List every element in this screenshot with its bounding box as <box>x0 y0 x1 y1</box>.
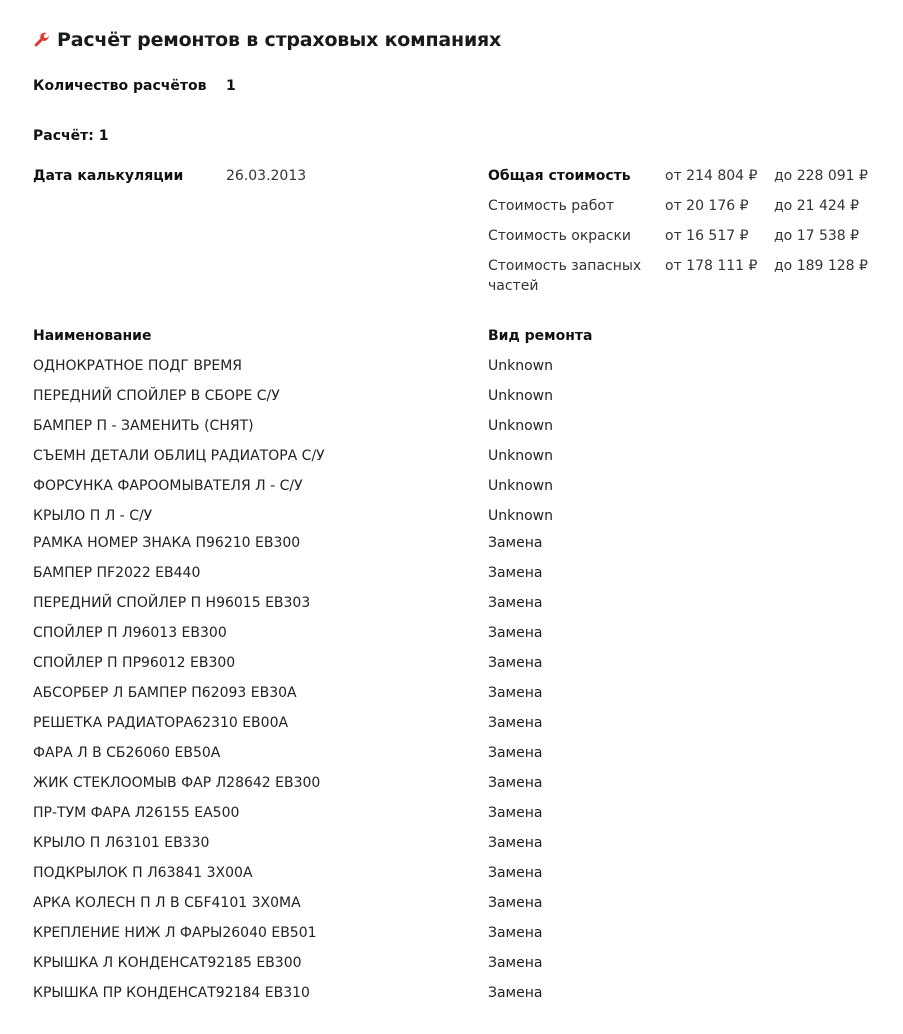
repair-name: БАМПЕР П - ЗАМЕНИТЬ (СНЯТ) <box>33 418 254 434</box>
page-title-text: Расчёт ремонтов в страховых компаниях <box>57 29 502 51</box>
column-header-name: Наименование <box>33 328 152 344</box>
repair-name: ФОРСУНКА ФАРООМЫВАТЕЛЯ Л - С/У <box>33 478 303 494</box>
wrench-icon <box>33 31 51 49</box>
repair-type: Unknown <box>488 388 553 404</box>
repair-type: Замена <box>488 685 543 701</box>
repair-name: ПЕРЕДНИЙ СПОЙЛЕР В СБОРЕ С/У <box>33 388 280 404</box>
parts-cost-to: до 189 128 ₽ <box>774 258 868 274</box>
repair-name: КРЫЛО П Л63101 EB330 <box>33 835 210 851</box>
repair-type: Замена <box>488 865 543 881</box>
repair-name: РЕШЕТКА РАДИАТОРА62310 EB00A <box>33 715 289 731</box>
repair-type: Замена <box>488 655 543 671</box>
repair-name: КРЕПЛЕНИЕ НИЖ Л ФАРЫ26040 EB501 <box>33 925 317 941</box>
repair-type: Замена <box>488 595 543 611</box>
repair-name: БАМПЕР ПF2022 EB440 <box>33 565 201 581</box>
repair-type: Замена <box>488 745 543 761</box>
repair-type: Unknown <box>488 478 553 494</box>
repair-name: СПОЙЛЕР П ПР96012 EB300 <box>33 655 236 671</box>
parts-cost-from: от 178 111 ₽ <box>665 258 758 274</box>
repair-name: ПР-ТУМ ФАРА Л26155 EA500 <box>33 805 240 821</box>
count-label: Количество расчётов <box>33 78 207 94</box>
repair-type: Замена <box>488 985 543 1001</box>
total-cost-label: Общая стоимость <box>488 168 631 184</box>
repair-name: СЪЕМН ДЕТАЛИ ОБЛИЦ РАДИАТОРА С/У <box>33 448 325 464</box>
labor-cost-label: Стоимость работ <box>488 198 615 214</box>
total-cost-from: от 214 804 ₽ <box>665 168 758 184</box>
paint-cost-label: Стоимость окраски <box>488 228 632 244</box>
repair-type: Замена <box>488 715 543 731</box>
repair-type: Замена <box>488 625 543 641</box>
labor-cost-from: от 20 176 ₽ <box>665 198 749 214</box>
repair-type: Замена <box>488 955 543 971</box>
repair-name: ЖИК СТЕКЛООМЫВ ФАР Л28642 EB300 <box>33 775 321 791</box>
calc-heading: Расчёт: 1 <box>33 128 109 144</box>
repair-name: СПОЙЛЕР П Л96013 EB300 <box>33 625 227 641</box>
column-header-repair-type: Вид ремонта <box>488 328 593 344</box>
page-title <box>33 29 501 51</box>
repair-name: ПОДКРЫЛОК П Л63841 3X00A <box>33 865 253 881</box>
repair-type: Замена <box>488 565 543 581</box>
repair-name: АРКА КОЛЕСН П Л В СБF4101 3X0MA <box>33 895 301 911</box>
parts-cost-label: Стоимость запасных частей <box>488 258 642 294</box>
total-cost-to: до 228 091 ₽ <box>774 168 868 184</box>
repair-type: Замена <box>488 775 543 791</box>
count-value: 1 <box>226 78 236 94</box>
repair-type: Замена <box>488 835 543 851</box>
repair-type: Замена <box>488 895 543 911</box>
date-label: Дата калькуляции <box>33 168 184 184</box>
repair-type: Unknown <box>488 358 553 374</box>
repair-type: Unknown <box>488 418 553 434</box>
repair-type: Unknown <box>488 448 553 464</box>
repair-type: Unknown <box>488 508 553 524</box>
labor-cost-to: до 21 424 ₽ <box>774 198 860 214</box>
repair-type: Замена <box>488 925 543 941</box>
repair-name: ОДНОКРАТНОЕ ПОДГ ВРЕМЯ <box>33 358 243 374</box>
repair-name: КРЫЛО П Л - С/У <box>33 508 153 524</box>
date-value: 26.03.2013 <box>226 168 307 184</box>
repair-name: АБСОРБЕР Л БАМПЕР П62093 EB30A <box>33 685 297 701</box>
repair-name: КРЫШКА ПР КОНДЕНСАТ92184 EB310 <box>33 985 310 1001</box>
repair-type: Замена <box>488 805 543 821</box>
paint-cost-to: до 17 538 ₽ <box>774 228 860 244</box>
repair-name: ФАРА Л В СБ26060 EB50A <box>33 745 221 761</box>
repair-name: КРЫШКА Л КОНДЕНСАТ92185 EB300 <box>33 955 302 971</box>
repair-type: Замена <box>488 535 543 551</box>
paint-cost-from: от 16 517 ₽ <box>665 228 749 244</box>
repair-name: ПЕРЕДНИЙ СПОЙЛЕР П Н96015 EB303 <box>33 595 311 611</box>
repair-name: РАМКА НОМЕР ЗНАКА П96210 EB300 <box>33 535 301 551</box>
